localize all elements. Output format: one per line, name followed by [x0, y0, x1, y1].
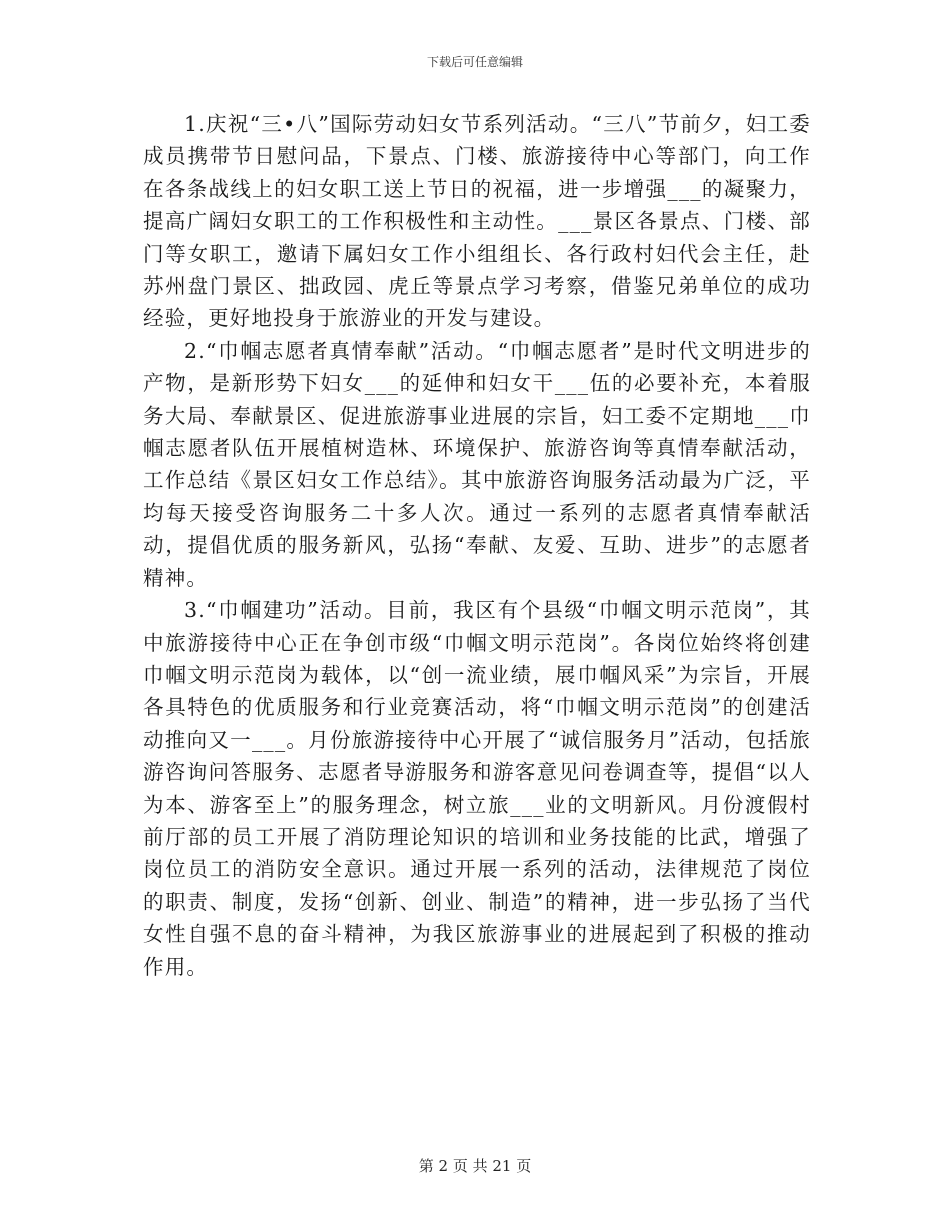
page-footer: 第 2 页 共 21 页 [418, 1157, 532, 1175]
paragraph-volunteer-activities: 2.“巾帼志愿者真情奉献”活动。“巾帼志愿者”是时代文明进步的产物，是新形势下妇女___的延伸和妇女干___伍的必要补充，本着服务大局、奉献景区、促进旅游事业进展的宗旨，妇工委不定期地___巾帼志愿者队伍开展植树造林、环境保护、旅游咨询等真情奉献活动，工作总结《景区妇女工作总结》。其中旅游咨询服务活动最为广泛，平均每天接受咨询服务二十多人次。通过一系列的志愿者真情奉献活动，提倡优质的服务新风，弘扬“奉献、友爱、互助、进步”的志愿者精神。 [143, 338, 811, 590]
page-header: 下载后可任意编辑 [426, 55, 523, 69]
document-body [143, 108, 811, 983]
paragraph-model-post-activities: 3.“巾帼建功”活动。目前，我区有个县级“巾帼文明示范岗”，其中旅游接待中心正在争创市级“巾帼文明示范岗”。各岗位始终将创建巾帼文明示范岗为载体，以“创一流业绩，展巾帼风采”为宗旨，开展各具特色的优质服务和行业竞赛活动，将“巾帼文明示范岗”的创建活动推向又一___。月份旅游接待中心开展了“诚信服务月”活动，包括旅游咨询问答服务、志愿者导游服务和游客意见问卷调查等，提倡“以人为本、游客至上”的服务理念，树立旅___业的文明新风。月份渡假村前厅部的员工开展了消防理论知识的培训和业务技能的比武，增强了岗位员工的消防安全意识。通过开展一系列的活动，法律规范了岗位的职责、制度，发扬“创新、创业、制造”的精神，进一步弘扬了当代女性自强不息的奋斗精神，为我区旅游事业的进展起到了积极的推动作用。 [143, 598, 811, 979]
paragraph-womens-day-activities: 1.庆祝“三•八”国际劳动妇女节系列活动。“三八”节前夕，妇工委成员携带节日慰问品，下景点、门楼、旅游接待中心等部门，向工作在各条战线上的妇女职工送上节日的祝福，进一步增强___的凝聚力，提高广阔妇女职工的工作积极性和主动性。___景区各景点、门楼、部门等女职工，邀请下属妇女工作小组组长、各行政村妇代会主任，赴苏州盘门景区、拙政园、虎丘等景点学习考察，借鉴兄弟单位的成功经验，更好地投身于旅游业的开发与建设。 [143, 112, 811, 331]
